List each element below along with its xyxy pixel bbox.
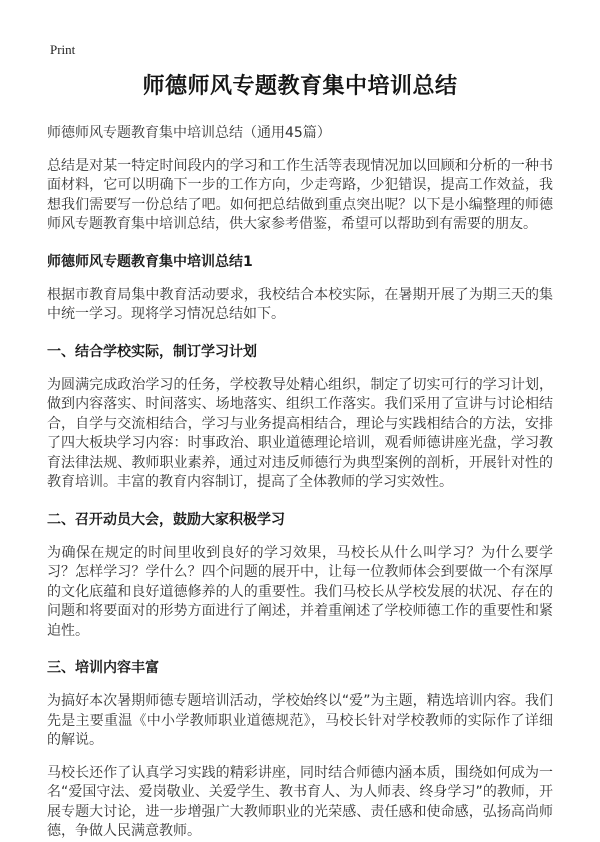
section-heading-three: 三、培训内容丰富 [47, 660, 159, 676]
paragraph: 马校长还作了认真学习实践的精彩讲座，同时结合师德内涵本质，围绕如何成为一名“爱国守法、爱岗敬业、关爱学生、教书育人、为人师表、终身学习”的教师，开展专题大讨论，进一步增强广大教师职业的光荣感、责任感和使命感，弘扬高尚师德，争做人民满意教师。 [47, 764, 553, 839]
print-button[interactable]: Print [50, 42, 76, 57]
section-heading-two: 二、召开动员大会，鼓励大家积极学习 [47, 511, 285, 528]
paragraph: 为圆满完成政治学习的任务，学校教导处精心组织，制定了切实可行的学习计划，做到内容落实、时间落实、场地落实、组织工作落实。我们采用了宣讲与讨论相结合，自学与交流相结合，学习与业务提高相结合，理论与实践相结合的方法，安排了四大板块学习内容：时事政治、职业道德理论培训，观看师德讲座光盘，学习教育法律法规、教师职业素养，通过对违反师德行为典型案例的剖析，开展针对性的教育培训。丰富的教育内容制订，提高了全体教师的学习实效性。 [47, 376, 553, 490]
section-heading-summary-1: 师德师风专题教育集中培训总结1 [47, 253, 253, 270]
intro-paragraph: 总结是对某一特定时间段内的学习和工作生活等表现情况加以回顾和分析的一种书面材料，它可以明确下一步的工作方向，少走弯路，少犯错误，提高工作效益，我想我们需要写一份总结了吧。如何把总结做到重点突出呢？以下是小编整理的师德师风专题教育集中培训总结，供大家参考借鉴，希望可以帮助到有需要的朋友。 [47, 157, 553, 232]
document-title: 师德师风专题教育集中培训总结 [142, 74, 458, 99]
paragraph: 为确保在规定的时间里收到良好的学习效果，马校长从什么叫学习？为什么要学习？怎样学习？学什么？四个问题的展开中，让每一位教师体会到要做一个有深厚的文化底蕴和良好道德修养的人的重要性。我们马校长从学校发展的状况、存在的问题和将要面对的形势方面进行了阐述，并着重阐述了学校师德工作的重要性和紧迫性。 [47, 544, 553, 639]
paragraph: 根据市教育局集中教育活动要求，我校结合本校实际，在暑期开展了为期三天的集中统一学习。现将学习情况总结如下。 [47, 286, 553, 322]
section-heading-one: 一、结合学校实际，制订学习计划 [47, 343, 257, 360]
paragraph: 为搞好本次暑期师德专题培训活动，学校始终以“爱”为主题，精选培训内容。我们先是主要重温《中小学教师职业道德规范》，马校长针对学校教师的实际作了详细的解说。 [47, 693, 553, 748]
document-subtitle: 师德师风专题教育集中培训总结（通用45篇） [47, 125, 331, 141]
